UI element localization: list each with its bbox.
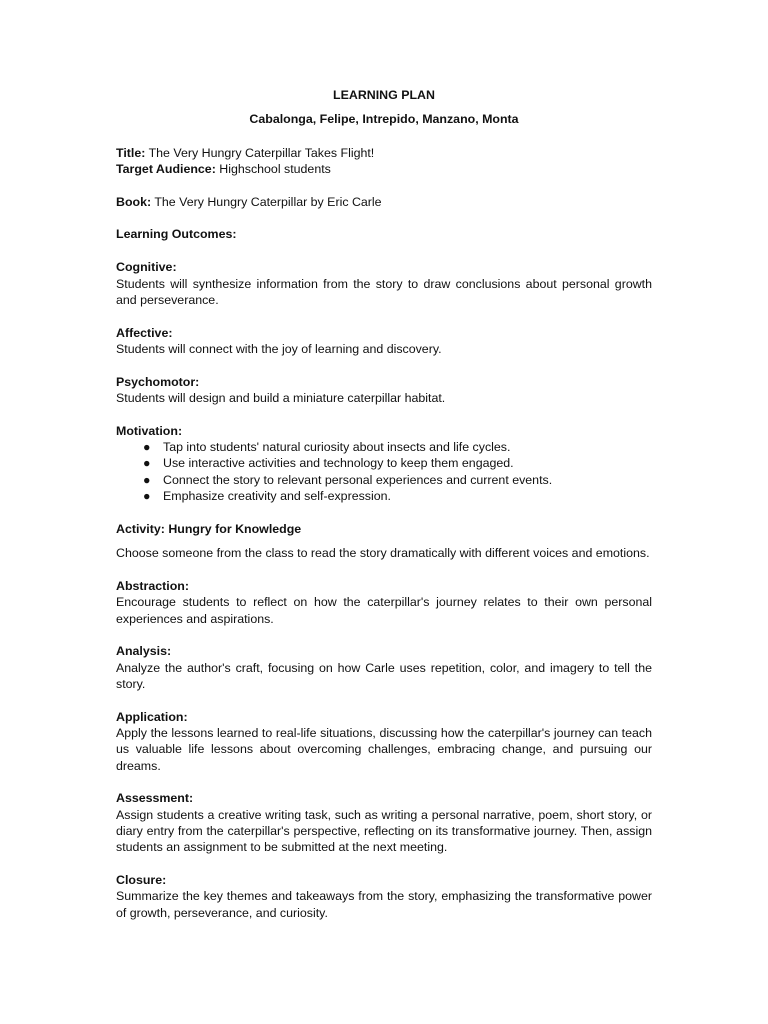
list-item: ● Use interactive activities and technology to keep them engaged. bbox=[143, 456, 514, 471]
audience-value: Highschool students bbox=[215, 161, 331, 176]
bullet-icon: ● bbox=[143, 472, 151, 487]
activity-heading: Activity: Hungry for Knowledge bbox=[116, 521, 302, 536]
bullet-icon: ● bbox=[143, 440, 151, 455]
audience-label: Target Audience: bbox=[116, 161, 216, 176]
bullet-icon: ● bbox=[143, 456, 151, 471]
outcomes-heading: Learning Outcomes: bbox=[116, 227, 237, 242]
affective-text: Students will connect with the joy of learning and discovery. bbox=[116, 341, 442, 356]
abstraction-text: Encourage students to reflect on how the caterpillar's journey relates to their own personal experiences and aspirations. bbox=[116, 595, 652, 626]
title-value: The Very Hungry Caterpillar Takes Flight! bbox=[145, 145, 375, 160]
motivation-heading: Motivation: bbox=[116, 423, 183, 438]
title-label: Title: bbox=[116, 145, 146, 160]
book-value: The Very Hungry Caterpillar by Eric Carle bbox=[151, 194, 382, 209]
assessment-text: Assign students a creative writing task, such as writing a personal narrative, poem, short story, or diary entry from the caterpillar's perspective, reflecting on its transformative journey. Then, assign students an assignment to be submitted at the next meeting. bbox=[116, 807, 652, 855]
analysis-text: Analyze the author's craft, focusing on how Carle uses repetition, color, and imagery to tell the story. bbox=[116, 660, 652, 691]
document-page bbox=[116, 87, 652, 921]
list-item: ● Tap into students' natural curiosity about insects and life cycles. bbox=[143, 440, 511, 455]
cognitive-heading: Cognitive: bbox=[116, 260, 177, 275]
document-authors: Cabalonga, Felipe, Intrepido, Manzano, Monta bbox=[249, 112, 519, 127]
affective-heading: Affective: bbox=[116, 325, 173, 340]
motivation-list bbox=[116, 439, 652, 504]
list-item: ● Emphasize creativity and self-expression. bbox=[143, 489, 391, 504]
title-line bbox=[116, 145, 652, 161]
closure-heading: Closure: bbox=[116, 873, 167, 888]
psychomotor-text: Students will design and build a miniature caterpillar habitat. bbox=[116, 391, 446, 406]
list-item: ● Connect the story to relevant personal experiences and current events. bbox=[143, 472, 553, 487]
audience-line bbox=[116, 161, 652, 177]
document-heading: LEARNING PLAN bbox=[333, 88, 435, 102]
closure-text: Summarize the key themes and takeaways from the story, emphasizing the transformative power of growth, perseverance, and curiosity. bbox=[116, 889, 652, 920]
analysis-heading: Analysis: bbox=[116, 644, 172, 659]
application-heading: Application: bbox=[116, 709, 188, 724]
activity-text: Choose someone from the class to read the story dramatically with different voices and emotions. bbox=[116, 546, 650, 561]
bullet-icon: ● bbox=[143, 489, 151, 504]
book-line bbox=[116, 194, 652, 210]
assessment-heading: Assessment: bbox=[116, 791, 194, 806]
book-label: Book: bbox=[116, 194, 152, 209]
application-text: Apply the lessons learned to real-life situations, discussing how the caterpillar's journey can teach us valuable life lessons about overcoming challenges, embracing change, and pursuing our dreams. bbox=[116, 726, 652, 773]
abstraction-heading: Abstraction: bbox=[116, 578, 189, 593]
cognitive-text: Students will synthesize information from the story to draw conclusions about personal growth and perseverance. bbox=[116, 276, 652, 307]
psychomotor-heading: Psychomotor: bbox=[116, 374, 200, 389]
